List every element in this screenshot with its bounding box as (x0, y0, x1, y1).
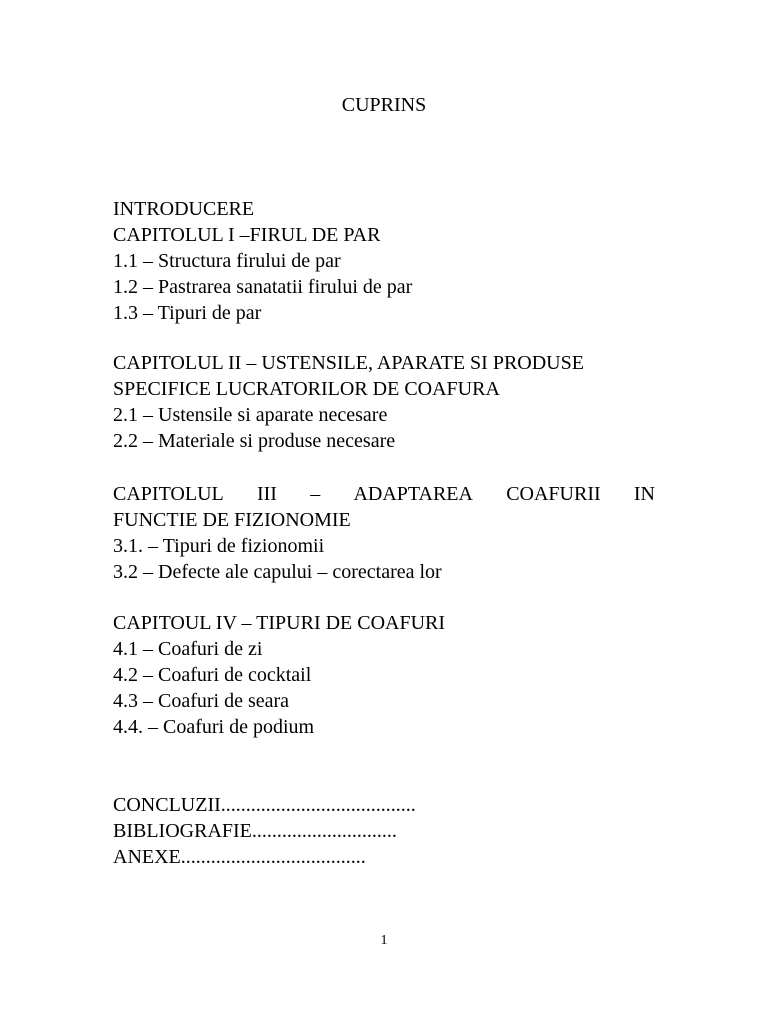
heading-word: III (256, 483, 277, 505)
toc-section-chapter-1 (113, 196, 655, 326)
page-title: CUPRINS (341, 94, 427, 116)
toc-section-chapter-2 (113, 350, 655, 454)
toc-entry-anexe: ANEXE..................................... (113, 846, 366, 868)
toc-entry-4-2: 4.2 – Coafuri de cocktail (113, 664, 312, 686)
toc-entry-3-2: 3.2 – Defecte ale capului – corectarea lor (113, 561, 442, 583)
toc-entry-concluzii: CONCLUZII....................................... (113, 794, 416, 816)
toc-section-end (113, 792, 655, 870)
toc-section-chapter-3 (113, 481, 655, 585)
toc-chapter-4-heading: CAPITOUL IV – TIPURI DE COAFURI (113, 612, 446, 634)
toc-section-chapter-4 (113, 610, 655, 740)
toc-chapter-2-heading-line-2: SPECIFICE LUCRATORILOR DE COAFURA (113, 378, 500, 400)
toc-entry-1-1: 1.1 – Structura firului de par (113, 250, 341, 272)
toc-chapter-2-heading-line-1: CAPITOLUL II – USTENSILE, APARATE SI PRODUSE (113, 352, 584, 374)
page-number: 1 (380, 933, 388, 948)
toc-entry-4-4: 4.4. – Coafuri de podium (113, 716, 315, 738)
toc-entry-introducere: INTRODUCERE (113, 198, 255, 220)
toc-entry-2-1: 2.1 – Ustensile si aparate necesare (113, 404, 388, 426)
toc-chapter-1-heading: CAPITOLUL I –FIRUL DE PAR (113, 224, 381, 246)
toc-entry-2-2: 2.2 – Materiale si produse necesare (113, 430, 396, 452)
heading-word: COAFURII (506, 483, 601, 505)
toc-entry-bibliografie: BIBLIOGRAFIE............................. (113, 820, 397, 842)
toc-entry-4-3: 4.3 – Coafuri de seara (113, 690, 290, 712)
heading-word: IN (633, 483, 655, 505)
heading-word: CAPITOLUL (113, 483, 224, 505)
toc-entry-4-1: 4.1 – Coafuri de zi (113, 638, 263, 660)
heading-word: – (310, 483, 321, 505)
toc-chapter-3-heading-line-2: FUNCTIE DE FIZIONOMIE (113, 509, 351, 531)
toc-chapter-3-heading-line-1 (113, 481, 655, 507)
heading-word: ADAPTAREA (353, 483, 473, 505)
toc-entry-1-2: 1.2 – Pastrarea sanatatii firului de par (113, 276, 413, 298)
toc-entry-3-1: 3.1. – Tipuri de fizionomii (113, 535, 325, 557)
toc-entry-1-3: 1.3 – Tipuri de par (113, 302, 262, 324)
